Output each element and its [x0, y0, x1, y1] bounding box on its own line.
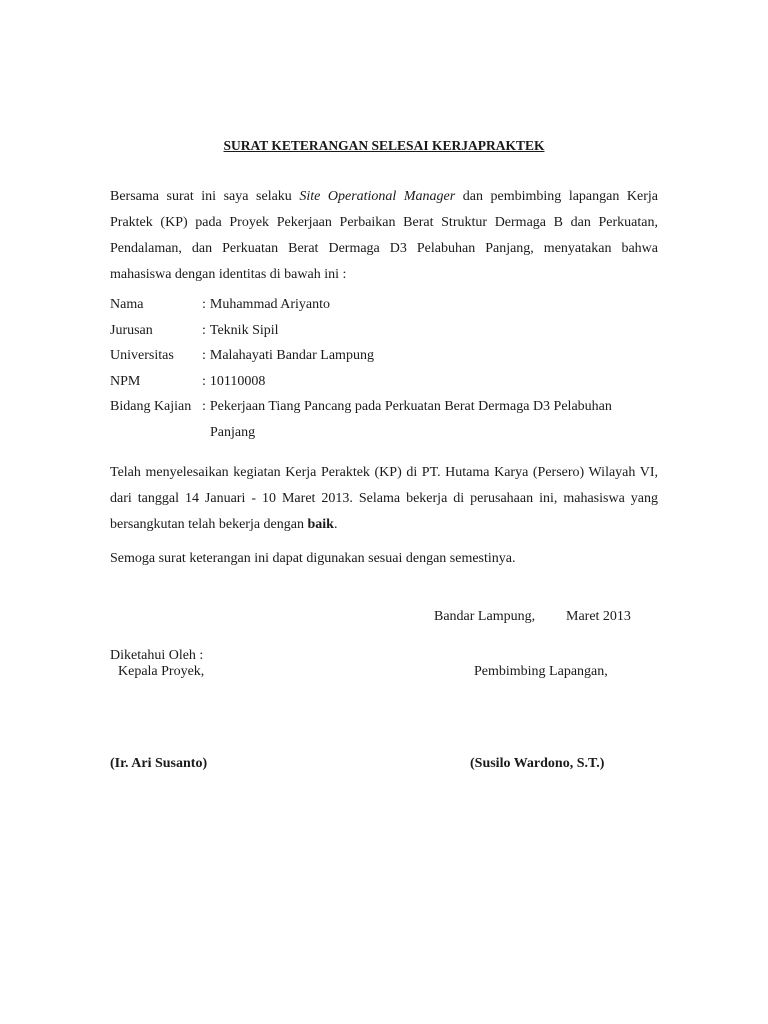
identity-value: Malahayati Bandar Lampung	[209, 348, 374, 363]
colon: :	[202, 373, 206, 389]
identity-value-wrap	[202, 369, 670, 395]
colon: :	[202, 297, 206, 312]
identity-table	[110, 292, 670, 445]
completion-text-end: .	[333, 517, 338, 532]
intro-paragraph	[110, 184, 658, 288]
identity-value-wrap	[202, 394, 670, 445]
identity-value-wrap	[202, 318, 670, 344]
identity-value-wrap	[202, 292, 670, 318]
identity-row-name	[110, 292, 670, 318]
identity-row-study-field	[110, 394, 670, 445]
completion-paragraph	[110, 460, 658, 538]
identity-row-department	[110, 318, 670, 344]
closing-sentence: Semoga surat keterangan ini dapat digunakan sesuai dengan semestinya.	[110, 551, 516, 566]
letter-title: SURAT KETERANGAN SELESAI KERJAPRAKTEK	[223, 138, 545, 153]
place-month-year: Maret 2013	[566, 609, 631, 624]
colon: :	[202, 348, 206, 363]
place-city: Bandar Lampung,	[434, 609, 536, 624]
identity-row-npm	[110, 369, 670, 395]
identity-value: Pekerjaan Tiang Pancang pada Perkuatan Berat Dermaga D3 Pelabuhan	[209, 399, 612, 414]
completion-text-start: Telah menyelesaikan kegiatan Kerja Peraktek (KP) di PT. Hutama Karya (Persero) Wilayah VI, dari tanggal 14 Januari - 10 Maret 2013. Selama bekerja di perusahaan ini, mahasiswa yang bersangkutan telah bekerja dengan	[110, 465, 658, 532]
identity-value-wrap	[202, 343, 670, 369]
identity-label: Bidang Kajian	[110, 399, 192, 414]
identity-value: Teknik Sipil	[209, 322, 279, 338]
identity-value-continued: Panjang	[210, 424, 256, 440]
identity-label: Universitas	[110, 348, 174, 363]
identity-value: Muhammad Ariyanto	[209, 297, 331, 312]
colon: :	[202, 322, 206, 338]
identity-label: Nama	[110, 297, 144, 312]
colon: :	[202, 399, 206, 414]
intro-text-end: dan pembimbing lapangan Kerja Praktek (KP) pada Proyek Pekerjaan Perbaikan Berat Struktur Dermaga B dan Perkuatan, Pendalaman, dan Perkuatan Berat Dermaga D3 Pelabuhan Panjang, menyatakan bahwa mahasiswa dengan identitas di bawah ini :	[110, 189, 658, 282]
left-signer-position: Kepala Proyek,	[118, 664, 205, 679]
identity-label: NPM	[110, 373, 141, 389]
right-signer-position: Pembimbing Lapangan,	[474, 664, 608, 679]
left-signer-name: (Ir. Ari Susanto)	[110, 756, 208, 771]
right-signer-name: (Susilo Wardono, S.T.)	[470, 756, 605, 771]
intro-role: Site Operational Manager	[299, 189, 456, 204]
completion-emphasis: baik	[307, 517, 334, 532]
intro-text-start: Bersama surat ini saya selaku	[110, 189, 300, 204]
identity-row-university	[110, 343, 670, 369]
acknowledged-by: Diketahui Oleh :	[110, 648, 204, 663]
identity-label: Jurusan	[110, 322, 153, 338]
identity-value: 10110008	[209, 373, 266, 389]
